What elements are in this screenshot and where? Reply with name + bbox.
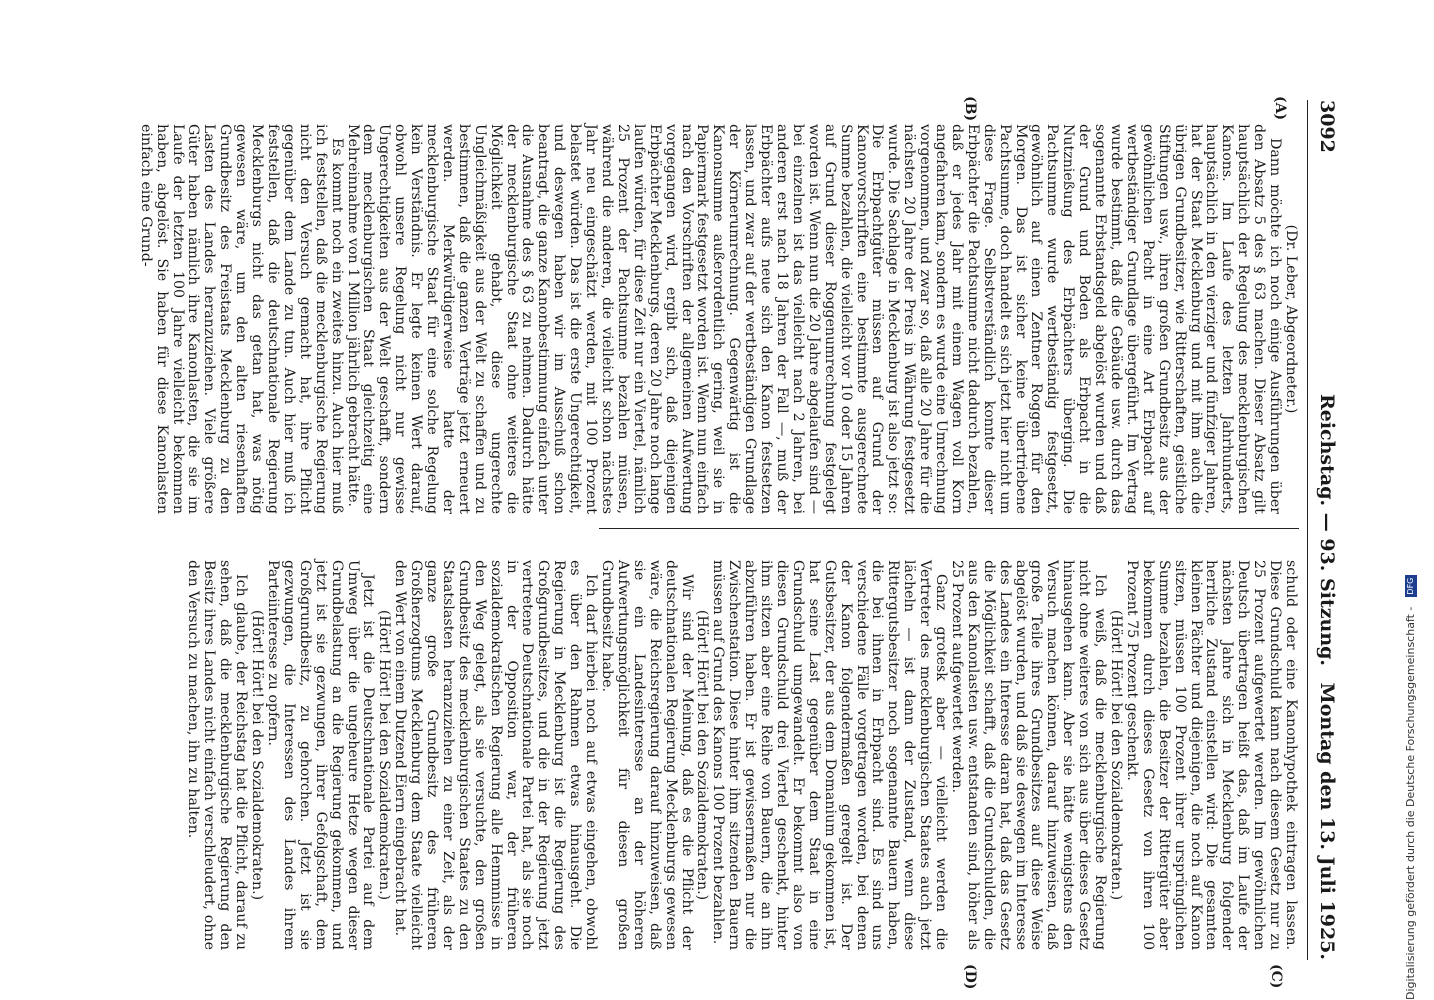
- column-divider: [599, 528, 1299, 529]
- interjection: (Hört! Hört! bei den Sozialdemokraten.): [694, 609, 711, 901]
- paragraph: Ich weiß, daß die mecklenburgische Regierung nicht ohne weiteres von sich aus über dieses Gesetz hinausgehen kann. Aber sie hätte wenigstens den Versuch machen können, darauf hinzuweisen, daß große Teile ihres Grundbesitzes auf diese Weise abgelöst wurden, und daß sie deswegen im Interesse des Landes ein Interesse daran hat, daß das Gesetz die Möglichkeit schafft, daß die Grundschulden, die aus den Kanonlasten usw. entstanden sind, höher als 25 Prozent aufgewertet werden.: [948, 560, 1109, 950]
- speaker-line: (Dr. Leber, Abgeordneter.): [1283, 224, 1299, 414]
- digitization-footer: [1404, 0, 1426, 1000]
- header-date: Montag den 13. Juli 1925.: [1316, 682, 1338, 960]
- margin-mark-a: (A): [1272, 96, 1288, 121]
- header-rule: [1307, 100, 1308, 960]
- paragraph: Es kommt noch ein zweites hinzu. Auch hier muß ich feststellen, daß die mecklenburgische Regierung nicht den Versuch gemacht hat, ihre Pflicht gegenüber dem Lande zu tun. Auch hier muß ich feststellen, daß die deutschnationale Regierung Mecklenburgs nicht das getan hat, was nötig gewesen wäre, um den alten riesenhaften Grundbesitz des Freistaats Mecklenburg zu den Lasten des Landes heranzuziehen. Viele größere Güter haben nämlich ihre Kanonlasten, die sie im Laufe der letzten 100 Jahre vielleicht bekommen haben, abgelöst. Sie haben für diese Kanonlasten einfach eine Grund-: [137, 124, 345, 514]
- paragraph: Jetzt ist die Deutschnationale Partei auf dem Umweg über die ungeheure Hetze wegen dieser Grundbelastung an die Regierung gekommen, und jetzt ist sie gezwungen, ihrer Gefolgschaft, dem Großgrundbesitz, zu gehorchen. Jetzt ist sie gezwungen, die Interessen des Landes ihrem Parteiinteresse zu opfern.: [265, 560, 377, 950]
- margin-mark-c: (C): [1268, 964, 1284, 989]
- paragraph: Wir sind der Meinung, daß es die Pflicht der deutschnationalen Regierung Mecklenburgs gewesen wäre, die Reichsregierung darauf hinzuweisen, daß sie ein Landesinteresse an der höheren Aufwertungsmöglichkeit für diesen großen Grundbesitz habe.: [599, 560, 695, 950]
- margin-mark-d: (D): [962, 964, 978, 990]
- dfg-logo: DFG: [1405, 575, 1417, 597]
- footer-text: Digitalisierung gefördert durch die Deutsche Forschungsgemeinschaft -: [1404, 606, 1417, 1000]
- interjection: (Hört! Hört! bei den Sozialdemokraten.): [249, 609, 266, 901]
- interjection: (Hört! Hört! bei den Sozialdemokraten.): [1108, 609, 1125, 901]
- page-number: 3092: [1316, 100, 1338, 153]
- paragraph: Ich glaube, der Reichstag hat die Pflicht, darauf zu sehen, daß die mecklenburgische Regierung den Besitz ihres Landes nicht einfach verschleudert, ohne den Versuch zu machen, ihn zu halten.: [185, 560, 250, 950]
- text-column-left: [137, 124, 1298, 514]
- paragraph: Dann möchte ich noch einige Ausführungen über den Absatz 5 des § 63 machen. Dieser Absatz gilt hauptsächlich der Regelung des mecklenburgischen Kanons. Im Laufe des letzten Jahrhunderts, hauptsächlich in den vierziger und fünfziger Jahren, hat der Staat Mecklenburg und mit ihm auch die übrigen Grundbesitzer, wie Ritterschaften, geistliche Stiftungen usw., ihren großen Grundbesitz aus der gewöhnlichen Pacht in eine Art Erbpacht auf wertbeständiger Grundlage übergeführt. Im Vertrag wurde bestimmt, daß die Gebäude usw. durch das sogenannte Erbstandsgeld abgelöst wurden und daß der Grund und Boden als Erbpacht in die Nutznießung des Erbpächters überging. Die Pachtsumme wurde wertbeständig festgesetzt, gewöhnlich auf einen Zentner Roggen für den Morgen. Das ist sicher keine übertriebene Pachtsumme, doch handelt es sich jetzt hier nicht um diese Frage. Selbstverständlich konnte dieser Erbpächter die Pachtsumme nicht dadurch bezahlen, daß er jedes Jahr mit einem Wagen voll Korn angefahren kam, sondern es wurde eine Umrechnung vorgenommen, und zwar so, daß alle 20 Jahre für die nächsten 20 Jahre der Preis in Währung festgesetzt wurde. Die Sachlage in Mecklenburg ist also jetzt so: Die Erbpachtgüter müssen auf Grund der Kanonvorschriften eine bestimmte ausgerechnete Summe bezahlen, die vielleicht vor 10 oder 15 Jahren auf Grund dieser Roggenumrechnung festgelegt worden ist. Wenn nun die 20 Jahre abgelaufen sind — bei einzelnen ist das vielleicht nach 2 Jahren, bei anderen erst nach 18 Jahren der Fall —, muß der Erbpächter aufs neue sich den Kanon festsetzen lassen, und zwar auf der wertbeständigen Grundlage der Körnerumrechnung. Gegenwärtig ist die Kanonsumme außerordentlich gering, weil sie in Papiermark festgesetzt worden ist. Wenn nun einfach nach den Vorschriften der allgemeinen Aufwertung vorgegangen wird, ergibt sich, daß diejenigen Erbpächter Mecklenburgs, deren 20 Jahre noch lange laufen würden, für diese Zeit nur ein Viertel, nämlich 25 Prozent der Pachtsumme bezahlen müssen, während die anderen, die vielleicht schon nächstes Jahr neu eingeschätzt werden, mit 100 Prozent belastet würden. Das ist die erste Ungerechtigkeit, und deswegen haben wir im Ausschuß schon beantragt, die ganze Kanonbestimmung einfach unter die Ausnahme des § 63 zu nehmen. Dadurch hätte der mecklenburgische Staat ohne weiteres die Möglichkeit gehabt, diese ungerechte Ungleichmäßigkeit aus der Welt zu schaffen und zu bestimmen, daß die ganzen Verträge jetzt erneuert werden. Merkwürdigerweise hatte der mecklenburgische Staat für eine solche Regelung kein Verständnis. Er legte keinen Wert darauf, obwohl unsere Regelung nicht nur gewisse Ungerechtigkeiten aus der Welt geschafft, sondern dem mecklenburgischen Staat gleichzeitig eine Mehreinnahme von 1 Million jährlich gebracht hätte.: [344, 124, 1284, 514]
- text-column-right: [185, 560, 1298, 950]
- margin-mark-b: (B): [962, 96, 978, 122]
- header-title: Reichstag. — 93. Sitzung.: [1316, 393, 1338, 667]
- interjection: (Hört! Hört! bei den Sozialdemokraten.): [376, 609, 393, 901]
- paragraph: Ich darf hierbei noch auf etwas eingehen, obwohl es über den Rahmen etwas hinausgeht. Die Regierung in Mecklenburg ist die Regierung des Großgrundbesitzes, und die in der Regierung jetzt vertretene Deutschnationale Partei hat, als sie noch in der Opposition war, der früheren sozialdemokratischen Regierung alle Hemmnisse in den Weg gelegt, als sie versuchte, den großen Grundbesitz des mecklenburgischen Staates zu den Staatslasten heranzuziehen zu einer Zeit, als der ganze große Grundbesitz des früheren Großherzogtums Mecklenburg dem Staate vielleicht den Wert von einem Dutzend Eiern eingebracht hat.: [392, 560, 600, 950]
- paragraph: schuld oder eine Kanonhypothek eintragen lassen. Diese Grundschuld kann nach diesem Gesetz nur zu 25 Prozent aufgewertet werden. Im gewöhnlichen Deutsch übertragen heißt das, daß im Laufe der nächsten Jahre sich in Mecklenburg folgender herrliche Zustand einstellen wird: Die gesamten kleinen Pächter und diejenigen, die noch auf Kanon sitzen, müssen 100 Prozent ihrer ursprünglichen Summe bezahlen, die Besitzer der Rittergüter aber bekommen durch dieses Gesetz von ihren 100 Prozent 75 Prozent geschenkt.: [1123, 560, 1299, 950]
- page-header: [1308, 100, 1338, 960]
- paragraph: Ganz grotesk aber — vielleicht werden die Vertreter des mecklenburgischen Staates auch jetzt lächeln — ist dann der Zustand, wenn diese Rittergutsbesitzer noch sogenannte Bauern haben, die bei ihnen in Erbpacht sind. Es sind uns verschiedene Fälle vorgetragen worden, bei denen der Kanon folgendermaßen geregelt ist. Der Gutsbesitzer, der aus dem Domanium gekommen ist, hat seine Last gegenüber dem Staat in eine Grundschuld umgewandelt. Er bekommt also von diesen Grundschuld drei Viertel geschenkt, hinter ihm sitzen aber eine Reihe von Bauern, die an ihn abzuführen haben. Er ist gewissermaßen nur die Zwischenstation. Diese hinter ihm sitzenden Bauern müssen auf Grund des Kanons 100 Prozent bezahlen.: [710, 560, 950, 950]
